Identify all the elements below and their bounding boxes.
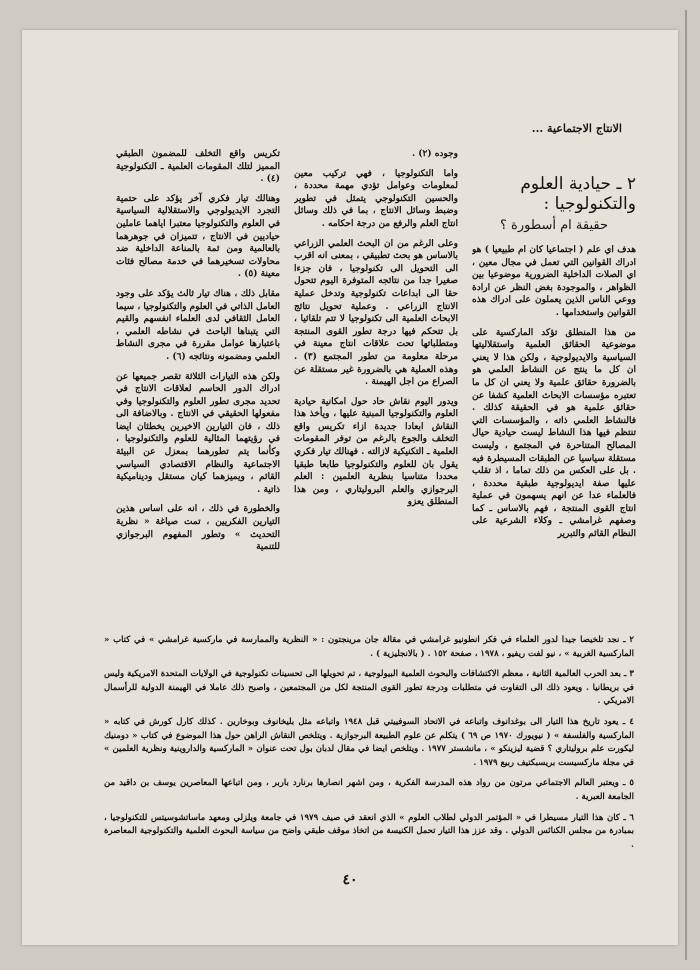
- footnote: ٢ ـ نجد تلخيصا جيدا لدور العلماء في فكر انطونيو غرامشي في مقالة جان مرينجتون : « النظرية والممارسة في ماركسية غرامشي » في كتاب « الماركسية الغربية » ، نيو لفت ريفيو ، ١٩٧٨ ، صفحة ١٥٢ . ( بالانجليزية ) .: [104, 635, 634, 659]
- page-number: ٤٠: [342, 872, 358, 888]
- paragraph: والخطورة في ذلك ، انه على اساس هذين التيارين الفكريين ، تمت صياغة « نظرية التحديث » وتطور المفهوم البرجوازي للتنمية: [116, 504, 280, 553]
- paragraph: مقابل ذلك ، هناك تيار ثالث يؤكد على وجود العامل الذاتي في العلوم والتكنولوجيا ، سيما العامل الثقافي لدى العلماء انفسهم والقيم التي يتبناها الباحث في نشاطه العلمي ، باعتبارها عوامل مقررة في مجرى النشاط العلمي ومضمونه ونتائجه (٦) .: [116, 288, 280, 362]
- column-middle: [294, 148, 458, 614]
- footnote: ٥ ـ ويعتبر العالم الاجتماعي مرتون من رواد هذه المدرسة الفكرية ، ومن اشهر انصارها برنارد باربر ، ومن اتباعها المعاصرين يوسف بن داقيد من الجامعة العبرية .: [104, 778, 634, 802]
- scan-edge: [685, 10, 687, 960]
- paragraph: وعلى الرغم من ان البحث العلمي الزراعي بالاساس هو بحث تطبيقي ، بمعنى انه اقرب الى التحويل الى تكنولوجيا ، فان جزءا صغيرا جدا من نتائجه المتوفرة اليوم تتحول حقا الى ابداعات تكنولوجية وتدخل عملية الانتاج الزراعي . وعملية تحويل نتائج الابحاث العلمية الى تكنولوجيا لا تتم تلقائيا ، بل تتحكم فيها درجة تطور القوى المنتجة ومتطلباتها تحت علاقات انتاج معينة في مرحلة معلومة من تطور المجتمع (٣) . وهذه العملية هي بالضرورة غير مستقلة عن الصراع من اجل الهيمنة .: [294, 238, 458, 388]
- paragraph: من هذا المنطلق تؤكد الماركسية على موضوعية الحقائق العلمية واستقلاليتها السياسية والايديولوجية ، ولكن هذا لا يعني ان كل ما ينتج عن النشاط العلمي هو بالضرورة حقائق علمية ولا يعني ان كل ما تعتبره مؤسسات الابحاث العلمية كشفا عن حقائق علمية هو في الحقيقة كذلك . فالنشاط العلمي ذاته ، والمؤسسات التي تنتظم فيها هذا النشاط ليست حيادية حيال المصالح المتناحرة في المجتمع ، وليست مستقلة سياسيا عن الطبقات المسيطرة فيه . بل على العكس من ذلك تماما ، اذ تقلب عليها صفة ايديولوجية طبقية محددة ، فالعلماء عدا عن انهم يسهمون في عملية انتاج القوى المنتجة ، فهم بالاساس ـ كما وصفهم غرامشي ـ وكلاء الشرعية على النظام القائم والتبرير: [472, 327, 636, 540]
- footnote: ٣ ـ بعد الحرب العالمية الثانية ، معظم الاكتشافات والبحوث العلمية البيولوجية ، تم تحويلها الى تحسينات تكنولوجية في الولايات المتحدة الامريكية وليس في بريطانيا . ويعود ذلك الى التفاوت في متطلبات ودرجة تطور القوى المنتجة لكل من المجتمعين ، واصبح ذلك عاملا في الهيمنة الدولية للرأسمال الامريكي .: [104, 669, 634, 707]
- section-title: ٢ ـ حيادية العلوم والتكنولوجيا :: [520, 174, 636, 214]
- running-head: الانتاج الاجتماعية ...: [531, 122, 622, 135]
- footnotes: [104, 634, 634, 900]
- section-subtitle: حقيقة ام أسطورة ؟: [499, 218, 608, 233]
- column-left: [116, 148, 280, 614]
- column-right: [472, 148, 636, 614]
- footnote: ٤ ـ يعود تاريخ هذا التيار الى بوغدانوف واتباعه في الاتحاد السوفييتي قبل ١٩٤٨ واتباعه مثل بليخانوف وبوخارين . كذلك كارل كورش في كتابه « الماركسية والفلسفة » ( نيويورك ١٩٧٠ ص ٦٩ ) يتكلم عن علوم الطبيعة البرجوازية . ويتلخص النقاش الراهن حول هذا الموضوع في كتاب « دومنيك ليكورت علم بروليتاري ؟ قضية ليزينكو » ، مانشستر ١٩٧٧ . ويتلخص ايضا في مقال لدبان بول تحت عنوان « الماركسية والداروينية ونظرية العلمين » في مجلة ماركسيست بريسبكتيف ربيع ١٩٧٩ .: [104, 716, 634, 768]
- paragraph: ويدور اليوم نقاش حاد حول امكانية حيادية العلوم والتكنولوجيا المبنية عليها ، ويأخذ هذا النقاش ابعادا جديدة ازاء تكريس واقع التخلف والجوع بالرغم من توفر المقومات العلمية ـ التكنيكية لازالته . فهنالك تيار فكري يقول بان للعلوم والتكنولوجيا طابعا طبقيا محددا متناسيا بنظرية العلمين : العلم البرجوازي والعلم البروليتاري ، ومن هذا المنطلق يعزو: [294, 396, 458, 508]
- paragraph: واما التكنولوجيا ، فهي تركيب معين لمعلومات وعوامل تؤدي مهمة محددة ، والحسين التكنولوجي يتمثل في تطوير وضبط وسائل الانتاج ، بما في ذلك وسائل انتاج العلم والرفع من درجة احكامه .: [294, 168, 458, 229]
- paragraph: هدف اي علم ( اجتماعيا كان ام طبيعيا ) هو ادراك القوانين التي تعمل في مجال معين ، اي الصلات الداخلية الضرورية موضوعيا بين الظواهر ، والموجودة بغض النظر عن ارادة ووعي الناس الذين يعملون على ادراك هذه القوانين واستخدامها .: [472, 245, 636, 318]
- paragraph: وهنالك تيار فكري آخر يؤكد على حتمية التجرد الايديولوجي والاستقلالية السياسية في العلوم والتكنولوجيا معتبرا اياهما عاملين حياديين في الانتاج ، تتميزان في جوهرهما بالعالمية ومن ثمة بالمناعة الداخلية ضد محاولات تسخيرهما في خدمة مصالح فئات معينة (٥) .: [116, 193, 280, 280]
- footnote: ٦ ـ كان هذا التيار مسيطرا في « المؤتمر الدولي لطلاب العلوم » الذي انعقد في صيف ١٩٧٩ في جامعة ويلزلي ومعهد ماساتشوسيتس للتكنولوجيا ، بمبادرة من مجلس الكنائس الدولي . وقد عزز هذا التيار تحمل الكنيسة من اتخاذ موقف طبقي واضح من سياسة البحوث العلمية والتكنولوجية المعاصرة .: [104, 812, 634, 850]
- paragraph: تكريس واقع التخلف للمضمون الطبقي المميز لتلك المقومات العلمية ـ التكنولوجية (٤) .: [116, 149, 280, 185]
- text-columns: [116, 148, 636, 614]
- paragraph: وجوده (٢) .: [411, 149, 458, 159]
- journal-page: [22, 30, 678, 945]
- paragraph: ولكن هذه التيارات الثلاثة تقصر جميعها عن ادراك الدور الحاسم لعلاقات الانتاج في تحديد مجرى تطور العلوم والتكنولوجيا وفي مفعولها الحقيقي في الانتاج . وبالاضافة الى ذلك ، فان التيارين الاخيرين يخطئان ايضا في رؤيتهما المثالية للعلوم والتكنولوجيا ، وكأنما يتم تطورهما بمعزل عن البيئة الاجتماعية والنظام الاقتصادي السياسي القائم ، ويميزهما كيان مستقل وديناميكية ذاتية .: [116, 371, 280, 495]
